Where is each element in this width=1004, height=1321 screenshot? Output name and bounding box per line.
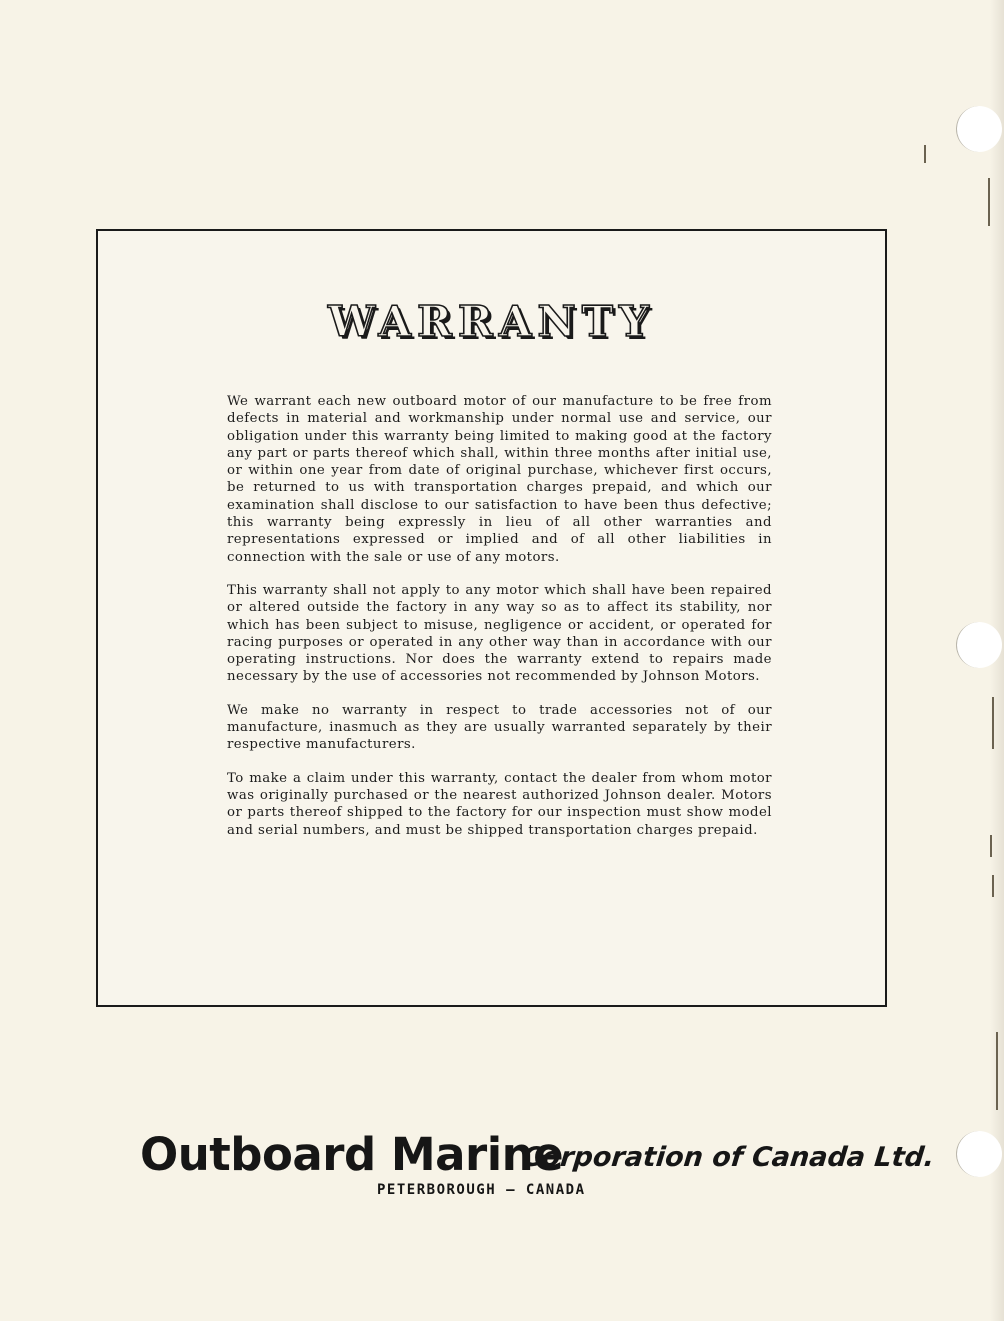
company-logo	[140, 1128, 936, 1208]
warranty-paragraph: To make a claim under this warranty, contact the dealer from whom motor was originally purchased or the nearest authorized Johnson dealer. Motors or parts thereof shipped to the factory for our inspection must show model and serial numbers, and must be shipped transportation charges prepaid.	[227, 770, 772, 838]
warranty-body	[227, 393, 772, 855]
page-mark	[992, 697, 994, 749]
binder-hole-middle	[956, 622, 1002, 668]
page-mark	[992, 875, 994, 897]
warranty-paragraph: We warrant each new outboard motor of our manufacture to be free from defects in material and workmanship under normal use and service, our obligation under this warranty being limited to making good at the factory any part or parts thereof which shall, within three months after initial use, or within one year from date of original purchase, whichever first occurs, be returned to us with transportation charges prepaid, and which our examination shall disclose to our satisfaction to have been thus defective; this warranty being expressly in lieu of all other warranties and representations expressed or implied and of all other liabilities in connection with the sale or use of any motors.	[227, 394, 772, 565]
warranty-paragraph: We make no warranty in respect to trade accessories not of our manufacture, inasmuch as they are usually warranted separately by their respective manufacturers.	[227, 702, 772, 753]
page-mark	[996, 1032, 998, 1110]
company-name: Outboard Marine	[140, 1128, 564, 1181]
binder-hole-top	[956, 106, 1002, 152]
company-location: PETERBOROUGH — CANADA	[377, 1182, 586, 1198]
company-suffix: Corporation of Canada Ltd.	[520, 1142, 936, 1173]
binder-hole-bottom	[956, 1131, 1002, 1177]
warranty-title: WARRANTY	[327, 297, 656, 346]
warranty-paragraph: This warranty shall not apply to any motor which shall have been repaired or altered outside the factory in any way so as to affect its stability, nor which has been subject to misuse, negligence or accident, or operated for racing purposes or operated in any other way than in accordance with our operating instructions. Nor does the warranty extend to repairs made necessary by the use of accessories not recommended by Johnson Motors.	[227, 582, 772, 685]
page-mark	[924, 145, 926, 163]
page-mark	[990, 835, 992, 857]
page-mark	[988, 178, 990, 226]
warranty-box	[96, 229, 887, 1007]
